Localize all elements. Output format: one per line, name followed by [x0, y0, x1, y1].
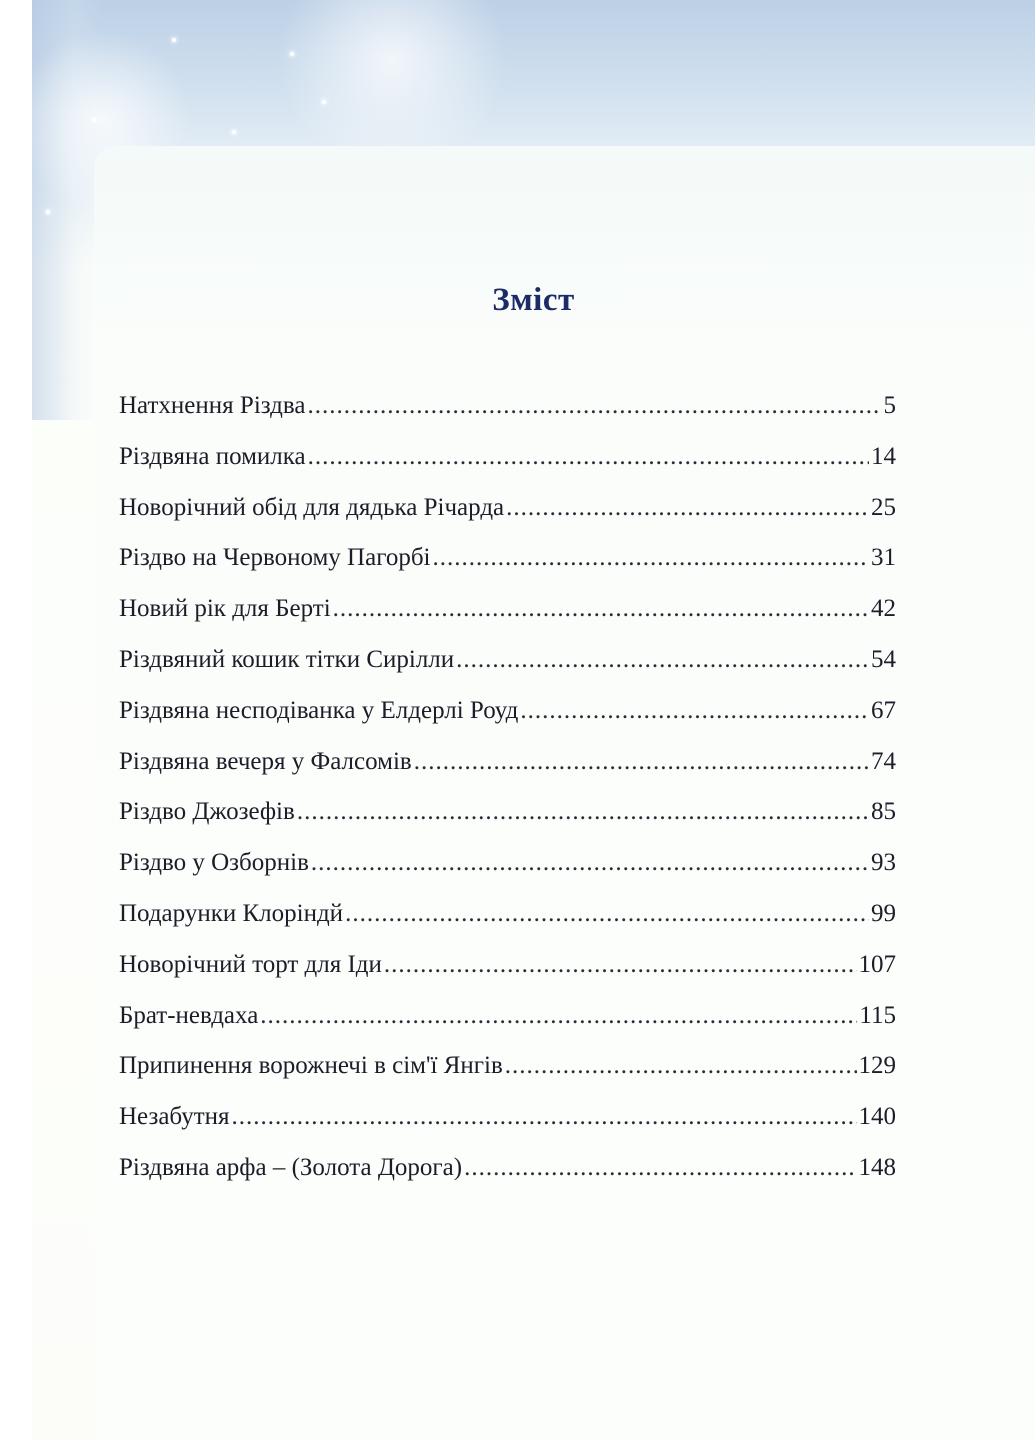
- toc-entry-title: Різдвяна арфа – (Золота Дорога): [119, 1153, 463, 1181]
- toc-entry-page-number: 54: [871, 645, 896, 673]
- toc-entry-page-number: 25: [871, 493, 896, 521]
- toc-entry-title: Різдво у Озборнів: [119, 849, 309, 877]
- toc-entry-title: Різдво Джозефів: [119, 798, 295, 826]
- toc-entry-title: Різдвяна несподіванка у Елдерлі Роуд: [119, 696, 519, 724]
- toc-entry[interactable]: [119, 1103, 896, 1154]
- dot-leader: [506, 494, 869, 522]
- toc-entry-page-number: 129: [858, 1052, 896, 1080]
- dot-leader: [311, 849, 869, 877]
- decorative-sparkle: [172, 38, 176, 42]
- toc-entry[interactable]: [119, 1154, 896, 1205]
- dot-leader: [307, 392, 881, 420]
- toc-entry[interactable]: [119, 798, 896, 849]
- toc-entry-title: Різдвяна вечеря у Фалсомів: [119, 747, 412, 775]
- dot-leader: [505, 1052, 857, 1080]
- toc-entry-title: Новорічний обід для дядька Річарда: [119, 493, 505, 521]
- toc-entry[interactable]: [119, 748, 896, 799]
- toc-entry-title: Різдвяна помилка: [119, 442, 306, 470]
- toc-entry[interactable]: [119, 646, 896, 697]
- toc-entry-title: Новий рік для Берті: [119, 595, 331, 623]
- toc-entry[interactable]: [119, 544, 896, 595]
- decorative-sparkle: [322, 100, 326, 104]
- book-page: [32, 0, 1035, 1440]
- dot-leader: [464, 1154, 856, 1182]
- toc-entry-title: Незабутня: [119, 1103, 230, 1131]
- toc-entry-page-number: 107: [858, 950, 896, 978]
- toc-entry-page-number: 42: [871, 595, 896, 623]
- decorative-sparkle: [232, 130, 236, 134]
- dot-leader: [414, 748, 869, 776]
- toc-entry[interactable]: [119, 392, 896, 443]
- toc-entry-page-number: 85: [871, 798, 896, 826]
- toc-entry-page-number: 140: [858, 1103, 896, 1131]
- toc-entry-title: Новорічний торт для Іди: [119, 950, 382, 978]
- dot-leader: [433, 544, 870, 572]
- toc-entry-title: Подарунки Клоріндй: [119, 899, 344, 927]
- toc-entry-page-number: 31: [871, 544, 896, 572]
- toc-entry[interactable]: [119, 494, 896, 545]
- toc-entry[interactable]: [119, 1002, 896, 1053]
- toc-entry-page-number: 67: [871, 696, 896, 724]
- toc-entry-title: Різдво на Червоному Пагорбі: [119, 544, 431, 572]
- toc-entry[interactable]: [119, 1052, 896, 1103]
- dot-leader: [456, 646, 869, 674]
- toc-entry-page-number: 148: [858, 1153, 896, 1181]
- toc-entry-page-number: 93: [871, 849, 896, 877]
- toc-entry[interactable]: [119, 697, 896, 748]
- decorative-sparkle: [290, 52, 294, 56]
- dot-leader: [384, 951, 857, 979]
- toc-entry[interactable]: [119, 900, 896, 951]
- page-title: Зміст: [492, 282, 575, 318]
- toc-entry-title: Натхнення Різдва: [119, 392, 306, 419]
- toc-entry-page-number: 5: [883, 392, 896, 419]
- dot-leader: [333, 595, 869, 623]
- toc-entry-page-number: 115: [859, 1001, 896, 1029]
- dot-leader: [308, 443, 869, 471]
- dot-leader: [232, 1103, 857, 1131]
- toc-entry[interactable]: [119, 595, 896, 646]
- toc-entry-page-number: 14: [871, 442, 896, 470]
- decorative-sparkle: [46, 210, 50, 214]
- toc-entry[interactable]: [119, 443, 896, 494]
- toc-entry[interactable]: [119, 849, 896, 900]
- dot-leader: [260, 1002, 857, 1030]
- toc-entry-title: Припинення ворожнечі в сім'ї Янгів: [119, 1052, 503, 1080]
- toc-entry-title: Брат-невдаха: [119, 1001, 259, 1029]
- toc-entry[interactable]: [119, 951, 896, 1002]
- table-of-contents: [119, 392, 896, 1205]
- toc-entry-page-number: 74: [871, 747, 896, 775]
- toc-entry-title: Різдвяний кошик тітки Сирілли: [119, 645, 455, 673]
- dot-leader: [345, 900, 869, 928]
- toc-entry-page-number: 99: [871, 899, 896, 927]
- dot-leader: [297, 798, 869, 826]
- decorative-sparkle: [92, 118, 96, 122]
- dot-leader: [520, 697, 869, 725]
